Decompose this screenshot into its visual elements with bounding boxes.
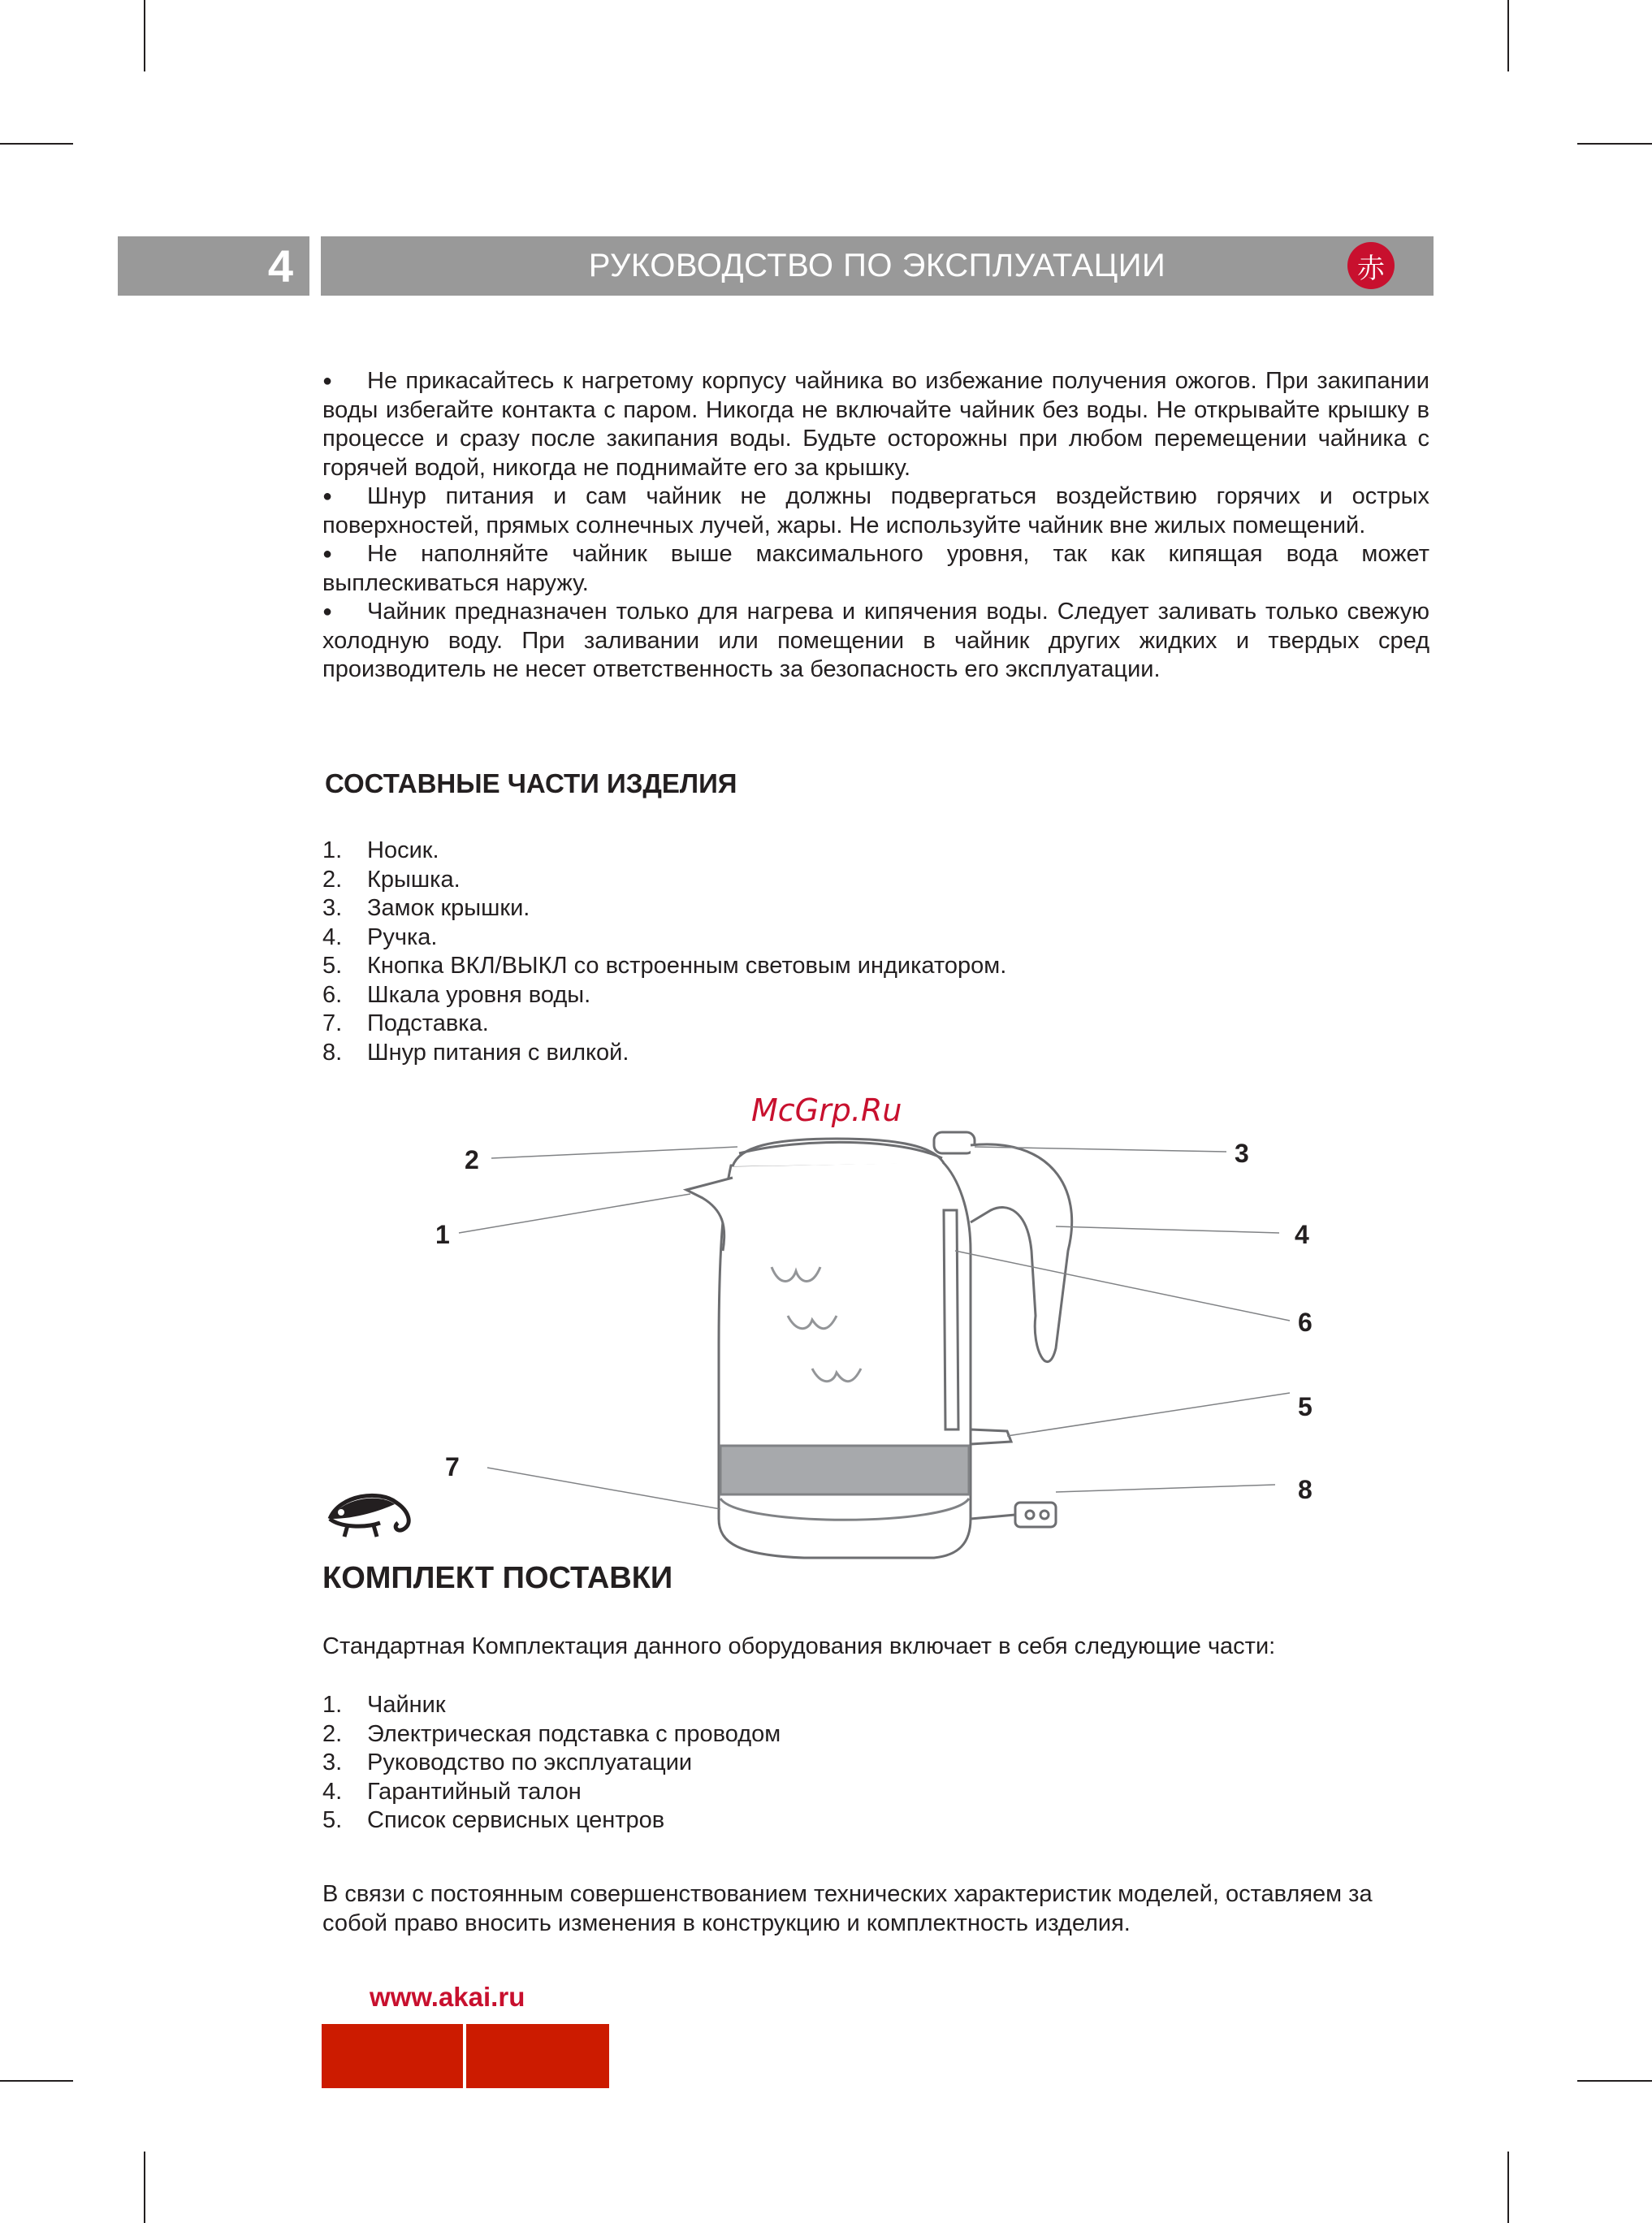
list-item: 3. Руководство по эксплуатации (322, 1749, 693, 1775)
safety-warnings (322, 367, 1429, 685)
kit-intro: Стандартная Комплектация данного оборудования включает в себя следующие части: (322, 1633, 1276, 1659)
callout-3: 3 (1235, 1139, 1249, 1168)
callout-5: 5 (1298, 1392, 1313, 1421)
kit-heading: КОМПЛЕКТ ПОСТАВКИ (322, 1561, 673, 1595)
list-item: 2. Электрическая подставка с проводом (322, 1720, 781, 1747)
parts-heading: СОСТАВНЫЕ ЧАСТИ ИЗДЕЛИЯ (325, 768, 737, 798)
crop-mark (1507, 2152, 1509, 2223)
kettle-diagram (317, 1088, 1356, 1576)
website-link[interactable]: www.akai.ru (370, 1982, 525, 2012)
parts-list (322, 837, 1006, 1067)
list-item: 7. Подставка. (322, 1010, 489, 1036)
watermark: McGrp.Ru (751, 1092, 902, 1128)
list-item: 3. Замок крышки. (322, 895, 530, 921)
crop-mark (0, 143, 73, 145)
page-title: РУКОВОДСТВО ПО ЭКСПЛУАТАЦИИ (588, 248, 1166, 283)
warning-item: ● Не прикасайтесь к нагретому корпусу чайника во избежание получения ожогов. При закипании воды избегайте контакта с паром. Никогда не включайте чайник без воды. Не открывайте крышку в процессе и сразу после закипания воды. Будьте осторожны при любом перемещении чайника с горячей водой, никогда не поднимайте его за крышку. (322, 368, 1429, 481)
list-item: 1. Носик. (322, 837, 439, 863)
crop-mark (144, 2152, 145, 2223)
crop-mark (1507, 0, 1509, 71)
crop-mark (144, 0, 145, 71)
footer-block (466, 2024, 609, 2088)
list-item: 5. Кнопка ВКЛ/ВЫКЛ со встроенным световым индикатором. (322, 953, 1007, 979)
crop-mark (1577, 143, 1652, 145)
list-item: 4. Гарантийный талон (322, 1778, 582, 1805)
list-item: 1. Чайник (322, 1692, 446, 1718)
bullet-icon: ● (322, 372, 333, 390)
callout-1: 1 (435, 1220, 450, 1249)
warning-item: ● Чайник предназначен только для нагрева и кипячения воды. Следует заливать только свежую холодную воду. При заливании или помещении в чайник других жидких и твердых сред производитель не несет ответственность за безопасность его эксплуатации. (322, 599, 1429, 682)
list-item: 5. Список сервисных центров (322, 1807, 665, 1833)
list-item: 6. Шкала уровня воды. (322, 981, 591, 1008)
callout-2: 2 (465, 1145, 479, 1174)
footer-block (322, 2024, 463, 2088)
bullet-icon: ● (322, 603, 333, 621)
warning-item: ● Не наполняйте чайник выше максимального уровня, так как кипящая вода может выплескиваться наружу. (322, 541, 1429, 596)
list-item: 2. Крышка. (322, 866, 461, 893)
callout-4: 4 (1295, 1220, 1309, 1249)
warning-item: ● Шнур питания и сам чайник не должны подвергаться воздействию горячих и острых поверхностей, прямых солнечных лучей, жары. Не используйте чайник вне жилых помещений. (322, 483, 1429, 538)
list-item: 4. Ручка. (322, 923, 438, 950)
callout-8: 8 (1298, 1475, 1313, 1504)
brand-logo-icon: 赤 (1347, 242, 1395, 289)
bullet-icon: ● (322, 487, 333, 505)
kit-list (322, 1691, 781, 1836)
page-number: 4 (118, 236, 309, 296)
header-bar (321, 236, 1434, 296)
revision-note: В связи с постоянным совершенствованием технических характеристик моделей, оставляем за собой право вносить изменения в конструкцию и комплектность изделия. (322, 1881, 1373, 1936)
callout-6: 6 (1298, 1308, 1313, 1337)
crop-mark (1577, 2080, 1652, 2082)
list-item: 8. Шнур питания с вилкой. (322, 1039, 629, 1066)
crop-mark (0, 2080, 73, 2082)
chameleon-logo-icon (323, 1478, 429, 1543)
bullet-icon: ● (322, 545, 333, 563)
callout-7: 7 (445, 1452, 460, 1481)
